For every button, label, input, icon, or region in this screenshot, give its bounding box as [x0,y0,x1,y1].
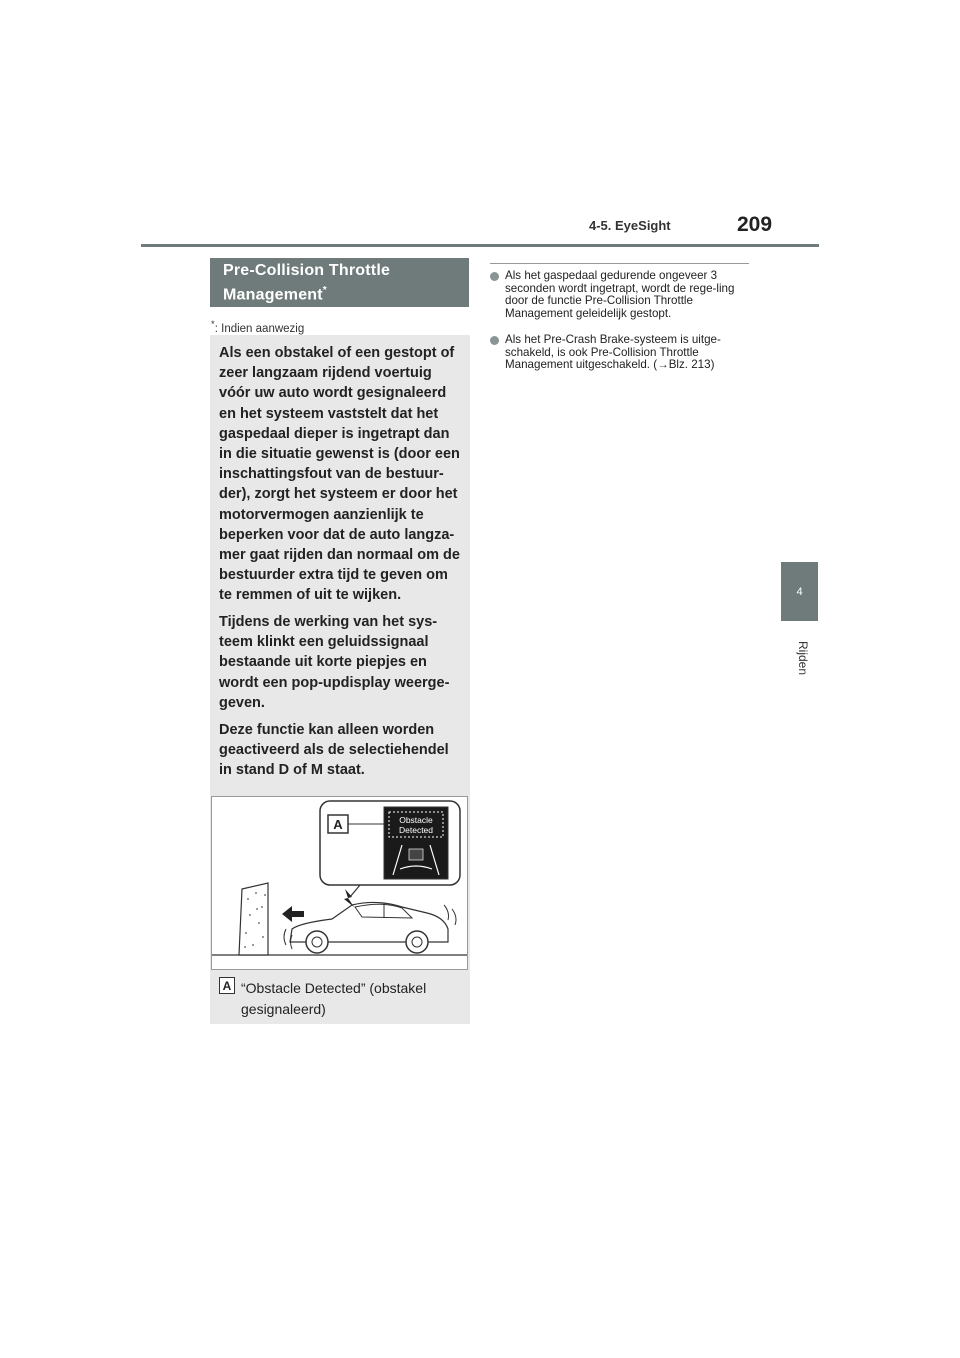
figure-caption: “Obstacle Detected” (obstakel gesignaleerd) [241,980,427,1017]
header-rule [141,244,819,247]
intro-paragraph-3: Deze functie kan alleen worden geactiveerd als de selectiehendel in stand D of M staat. [219,722,449,779]
note-text: Als het gaspedaal gedurende ongeveer 3 seconden wordt ingetrapt, wordt de rege-ling door de functie Pre-Collision Throttle Management geleidelijk gestopt. [505,269,735,320]
chapter-tab [781,562,818,621]
display-vehicle-icon [409,849,423,860]
callout-label: A [333,817,343,832]
footnote [211,319,304,335]
section-title-marker: * [322,285,327,296]
footnote-marker: * [211,319,215,330]
rear-wheel-hub [412,937,422,947]
section-title-line2: Management [223,286,323,304]
intro-paragraph-1: Als een obstakel of een gestopt of zeer langzaam rijdend voertuig vóór uw auto wordt gesignaleerd en het systeem vaststelt dat het gaspedaal dieper is ingetrapt dan in die situatie gewenst is (door een inschattingsfout van de bestuur-der), zorgt het systeem er door het motorvermogen aanzienlijk te beperken voor dat de auto langza-mer gaat rijden dan normaal om de bestuurder extra tijd te geven om te remmen of uit te wijken. [219,345,460,604]
intro-paragraph-2: Tijdens de werking van het sys-teem klinkt een geluidssignaal bestaande uit korte piepjes en wordt een pop-updisplay weerge-geven. [219,614,450,711]
display-line1: Obstacle [399,815,433,825]
illustration-svg [212,797,467,969]
callout-pointer [350,885,360,897]
note-item [490,334,752,372]
notes-rule [490,263,749,264]
section-title-line1: Pre-Collision Throttle [223,262,391,279]
direction-arrow [282,906,304,922]
bullet-icon [490,336,499,345]
chapter-number: 4 [796,585,803,598]
chapter-name: Rijden [796,640,810,676]
note-text: Als het Pre-Crash Brake-systeem is uitge-schakeld, is ook Pre-Collision Throttle Management uitgeschakeld. (→Blz. 213) [505,333,721,372]
section-title [210,258,469,307]
wall-obstacle [239,883,268,955]
bullet-icon [490,272,499,281]
note-item [490,270,752,320]
page-number: 209 [737,213,773,236]
section-label: 4-5. EyeSight [589,218,671,233]
illustration [211,796,468,970]
display-line2: Detected [398,825,434,835]
footnote-text: : Indien aanwezig [214,322,305,335]
front-wheel-hub [312,937,322,947]
caption-label: A [219,977,235,994]
